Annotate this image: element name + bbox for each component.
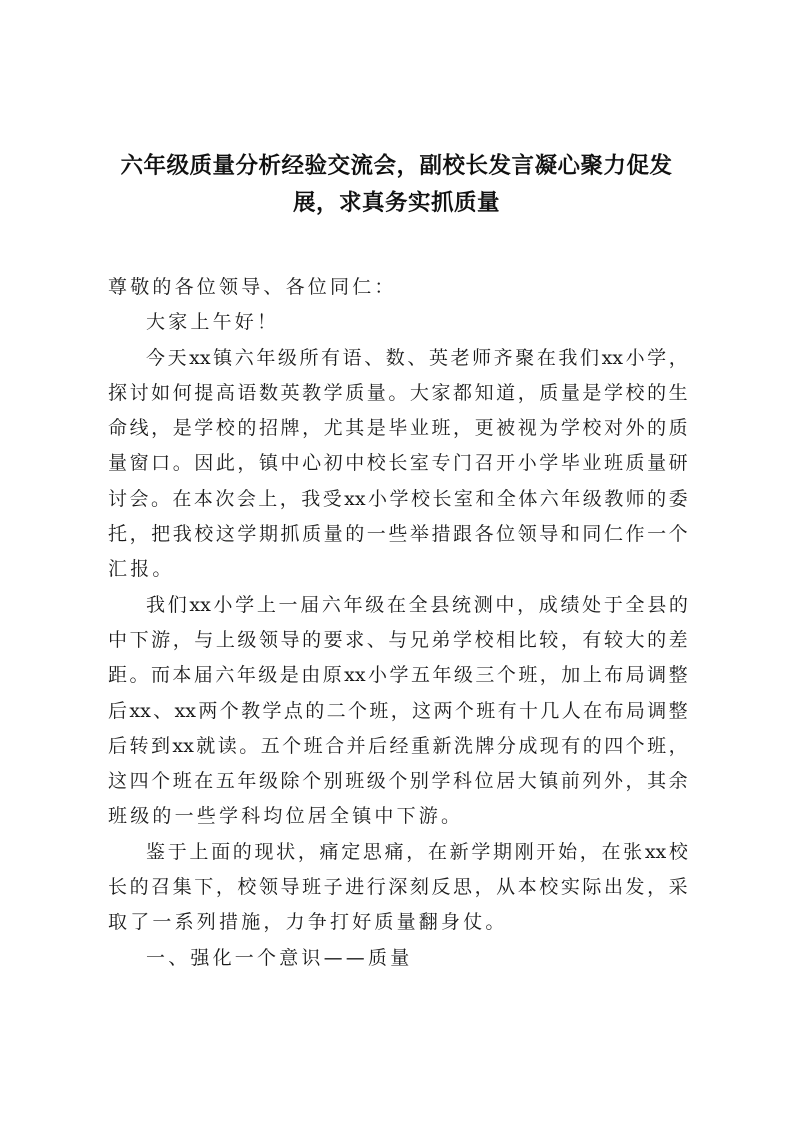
line-text: 托 ， 把 我 校 这 学 期 抓 质 量 的 一 些 举 措 跟 各 位 领 导 和 同 仁 作 一 个	[108, 523, 688, 546]
paragraph-2	[108, 588, 688, 835]
greeting	[108, 305, 688, 340]
line-text: 后 xx 、 xx 两 个 教 学 点 的 二 个 班 ， 这 两 个 班 有 十 几 人 在 布 局 调 整	[108, 699, 688, 722]
line-text: 这 四 个 班 在 五 年 级 除 个 别 班 级 个 别 学 科 位 居 大 镇 前 列 外 ， 其 余	[108, 770, 688, 793]
line-text: 量 窗 口 。 因 此 ， 镇 中 心 初 中 校 长 室 专 门 召 开 小 学 毕 业 班 质 量 研	[108, 452, 688, 475]
paragraph-3	[108, 835, 688, 941]
document-title	[100, 148, 693, 222]
line-text: 我 们 xx 小 学 上 一 届 六 年 级 在 全 县 统 测 中 ， 成 绩 处 于 全 县 的	[146, 593, 688, 616]
line-text: 长 的 召 集 下 ， 校 领 导 班 子 进 行 深 刻 反 思 ， 从 本 校 实 际 出 发 ， 采	[108, 876, 688, 899]
paragraph-line	[108, 905, 688, 940]
line-text: 后 转 到 xx 就 读 。 五 个 班 合 并 后 经 重 新 洗 牌 分 成 现 有 的 四 个 班 ，	[108, 734, 688, 757]
paragraph-line	[108, 835, 688, 870]
line-text: 命 线 ， 是 学 校 的 招 牌 ， 尤 其 是 毕 业 班 ， 更 被 视 为 学 校 对 外 的 质	[108, 417, 688, 440]
section-heading-text: 一、强化一个意识——质量	[146, 946, 413, 969]
paragraph-line	[108, 376, 688, 411]
line-text: 讨 会 。 在 本 次 会 上 ， 我 受 xx 小 学 校 长 室 和 全 体 六 年 级 教 师 的 委	[108, 487, 688, 510]
document-body	[108, 270, 688, 976]
paragraph-line	[108, 799, 688, 834]
line-text: 汇报。	[108, 558, 175, 581]
title-line-2: 展，求真务实抓质量	[292, 190, 500, 216]
paragraph-line	[108, 411, 688, 446]
paragraph-line	[108, 588, 688, 623]
paragraph-1	[108, 341, 688, 588]
paragraph-line	[108, 305, 688, 340]
line-text: 距 。 而 本 届 六 年 级 是 由 原 xx 小 学 五 年 级 三 个 班 ， 加 上 布 局 调 整	[108, 664, 688, 687]
paragraph-line	[108, 764, 688, 799]
line-text: 探 讨 如 何 提 高 语 数 英 教 学 质 量 。 大 家 都 知 道 ， 质 量 是 学 校 的 生	[108, 381, 688, 404]
line-text: 中 下 游 ， 与 上 级 领 导 的 要 求 、 与 兄 弟 学 校 相 比 较 ， 有 较 大 的 差	[108, 628, 688, 651]
paragraph-line	[108, 870, 688, 905]
line-text: 大家上午好！	[146, 311, 280, 334]
paragraph-line	[108, 552, 688, 587]
paragraph-line	[108, 446, 688, 481]
paragraph-line	[108, 482, 688, 517]
paragraph-line	[108, 623, 688, 658]
paragraph-line	[108, 658, 688, 693]
paragraph-line	[108, 694, 688, 729]
line-text: 鉴 于 上 面 的 现 状 ， 痛 定 思 痛 ， 在 新 学 期 刚 开 始 ， 在 张 xx 校	[146, 840, 688, 863]
line-text: 班级的一些学科均位居全镇中下游。	[108, 805, 464, 828]
paragraph-line	[108, 517, 688, 552]
paragraph-line	[108, 729, 688, 764]
title-line-1: 六年级质量分析经验交流会，副校长发言凝心聚力促发	[120, 153, 673, 179]
line-text: 取了一系列措施，力争打好质量翻身仗。	[108, 911, 508, 934]
salutation: 尊敬的各位领导、各位同仁：	[108, 276, 397, 298]
section-heading	[108, 941, 688, 976]
paragraph-line	[108, 341, 688, 376]
line-text: 今 天 xx 镇 六 年 级 所 有 语 、 数 、 英 老 师 齐 聚 在 我 们 xx 小 学 ，	[146, 346, 688, 369]
